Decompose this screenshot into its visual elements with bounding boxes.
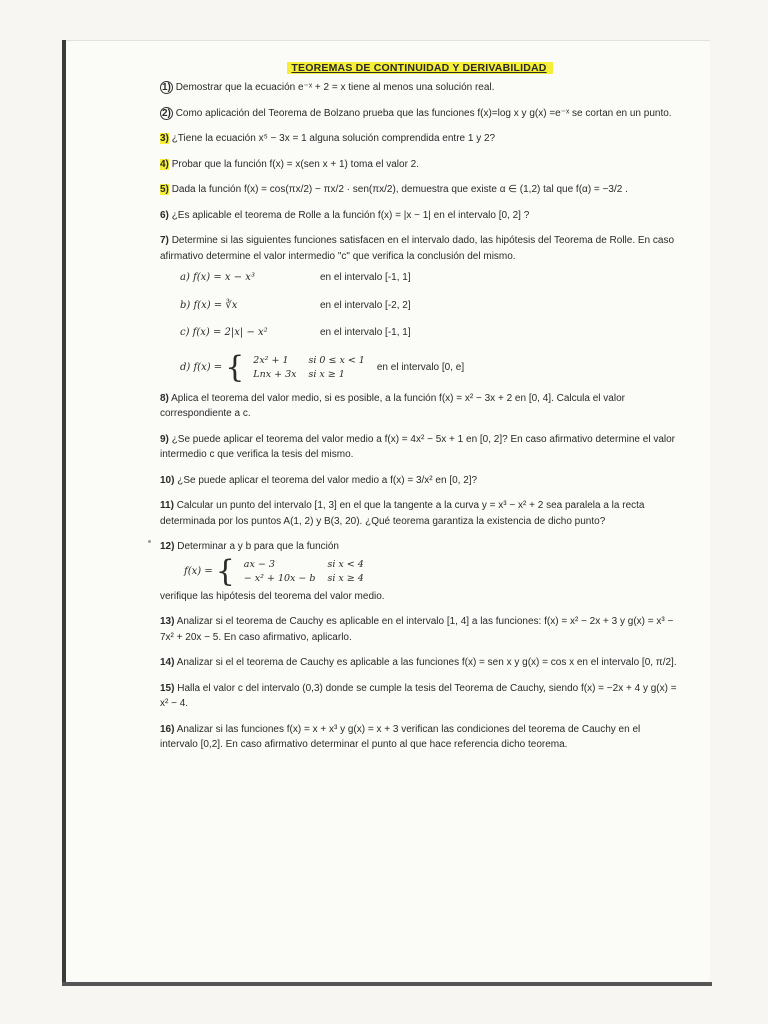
piecewise-cases: 2x² + 1 si 0 ≤ x < 1 Lnx + 3x si x ≥ 1 [253,354,365,380]
exercise-4: 4) Probar que la función f(x) = x(sen x + 1) toma el valor 2. [160,158,420,170]
exercise-6: 6) ¿Es aplicable el teorema de Rolle a la función f(x) = |x − 1| en el intervalo [0, 2] ? [160,209,530,221]
exercise-15: 15) Halla el valor c del intervalo (0,3) donde se cumple la tesis del Teorema de Cauchy, siendo f(x) = −2x + 4 y g(x) = x² − 4. [160,682,677,710]
pencil-mark [148,540,151,543]
exercise-7b: b) f(x) = ∛x en el intervalo [-2, 2] [180,299,411,311]
exercise-7d: d) f(x) = { 2x² + 1 si 0 ≤ x < 1 Lnx + 3x si x ≥ 1 en el intervalo [0, e] [180,349,465,385]
exercise-8: 8) Aplica el teorema del valor medio, si es posible, a la función f(x) = x² − 3x + 2 en [0, 4]. Calcula el valor correspondiente a c. [160,392,625,420]
exercise-9: 9) ¿Se puede aplicar el teorema del valor medio a f(x) = 4x² − 5x + 1 en [0, 2]? En caso afirmativo determine el valor intermedio c que verifica la tesis del mismo. [160,433,675,461]
exercise-12-after: verifique las hipótesis del teorema del valor medio. [160,590,385,602]
sheet-edge [62,40,66,984]
brace-symbol: { [215,553,235,589]
exercise-12: 12) Determinar a y b para que la función [160,541,339,553]
piecewise-cases: ax − 3 si x < 4 − x² + 10x − b si x ≥ 4 [243,558,364,584]
exercise-16: 16) Analizar si las funciones f(x) = x + x³ y g(x) = x + 3 verifican las condiciones del teorema de Cauchy en el intervalo [0,2]. En caso afirmativo determinar el punto al que hace referencia dicho teorema. [160,723,641,751]
sheet-bottom-edge [62,982,712,986]
exercise-7a: a) f(x) = x − x³ en el intervalo [-1, 1] [180,272,411,284]
exercise-12-function: f(x) = { ax − 3 si x < 4 − x² + 10x − b si x ≥ 4 [184,557,680,587]
exercise-7: 7) Determine si las siguientes funciones satisfacen en el intervalo dado, las hipótesis del Teorema de Rolle. En caso afirmativo determine el valor intermedio "c" que verifica la conclusión del mismo. [160,235,675,262]
exercise-1: 1) Demostrar que la ecuación e⁻ˣ + 2 = x tiene al menos una solución real. [162,82,495,94]
exercise-2: 2) Como aplicación del Teorema de Bolzano prueba que las funciones f(x)=log x y g(x) =e⁻ˣ se cortan en un punto. [162,107,672,119]
document-title: TEOREMAS DE CONTINUIDAD Y DERIVABILIDAD [160,60,680,76]
brace-symbol: { [225,349,245,385]
exercise-5: 5) Dada la función f(x) = cos(πx/2) − πx/2 · sen(πx/2), demuestra que existe α ∈ (1,2) tal que f(α) = −3/2 . [160,184,628,196]
exercise-3: 3) ¿Tiene la ecuación x⁵ − 3x = 1 alguna solución comprendida entre 1 y 2? [160,133,496,145]
document-body [160,60,680,763]
exercise-14: 14) Analizar si el el teorema de Cauchy es aplicable a las funciones f(x) = sen x y g(x) = cos x en el intervalo [0, π/2]. [160,657,677,669]
exercise-11: 11) Calcular un punto del intervalo [1, 3] en el que la tangente a la curva y = x³ − x² + 2 sea paralela a la recta determinada por los puntos A(1, 2) y B(3, 20). ¿Qué teorema garantiza la existencia de dicho punto? [160,500,645,527]
exercise-7c: c) f(x) = 2|x| − x² en el intervalo [-1, 1] [180,327,411,339]
exercise-10: 10) ¿Se puede aplicar el teorema del valor medio a f(x) = 3/x² en [0, 2]? [160,474,478,486]
exercise-13: 13) Analizar si el teorema de Cauchy es aplicable en el intervalo [1, 4] a las funciones: f(x) = x² − 2x + 3 y g(x) = x³ − 7x² + 20x − 5. En caso afirmativo, aplicarlo. [160,616,674,643]
